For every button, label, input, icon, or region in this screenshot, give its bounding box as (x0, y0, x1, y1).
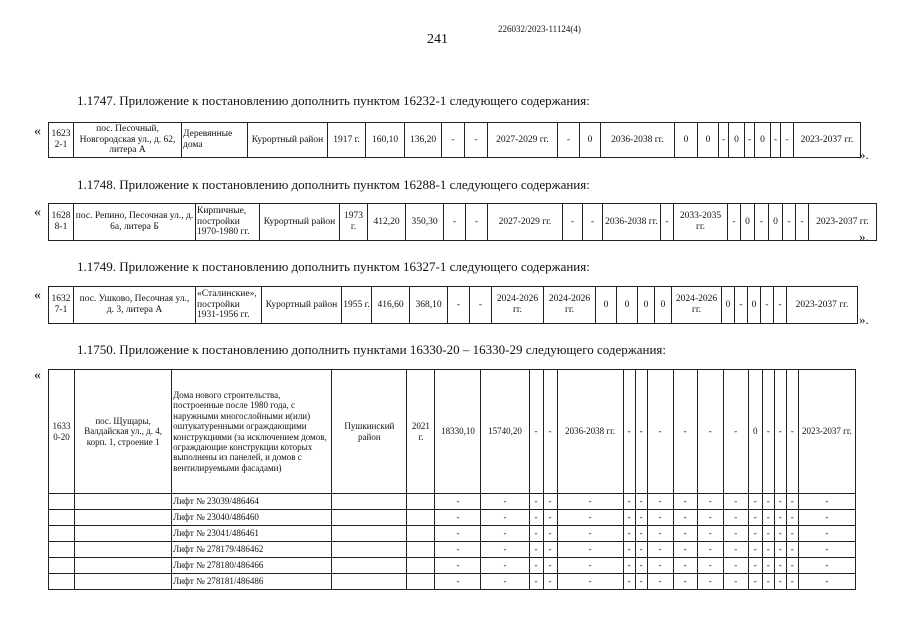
dash-cell: - (673, 526, 697, 542)
lift-label: Лифт № 23041/486461 (172, 526, 332, 542)
dash-cell: - (623, 510, 635, 526)
close-quote: ». (859, 147, 869, 162)
dash-cell: - (435, 558, 481, 574)
page-number: 241 (427, 32, 448, 47)
dash-cell: - (623, 526, 635, 542)
dash-cell: - (529, 574, 543, 590)
dash-cell: - (697, 574, 723, 590)
table-row: 1628 8-1 пос. Репино, Песочная ул., д. 6а, литера Б Кирпичные, постройки 1970-1980 гг. Курортный район 1973 г. 412,20 350,30 - - 2027-2029 гг. - - 2036-2038 гг. - 2033-2035 гг. - 0 - 0 - - 2023-2037 гг. (49, 204, 877, 241)
dash-cell: - (673, 574, 697, 590)
dash-cell: - (762, 542, 774, 558)
dash-cell: - (786, 542, 798, 558)
dash-cell: - (635, 558, 647, 574)
table-16327-1 (48, 286, 858, 324)
dash-cell: - (673, 494, 697, 510)
document-number: 226032/2023-11124(4) (498, 24, 581, 34)
dash-cell: - (557, 574, 623, 590)
dash-cell: - (529, 526, 543, 542)
dash-cell: - (647, 510, 673, 526)
dash-cell: - (529, 558, 543, 574)
dash-cell: - (798, 574, 855, 590)
cell-address: пос. Песочный, Новгородская ул., д. 62, литера А (74, 123, 182, 158)
dash-cell: - (435, 526, 481, 542)
dash-cell: - (723, 574, 748, 590)
dash-cell: - (723, 526, 748, 542)
dash-cell: - (647, 494, 673, 510)
dash-cell: - (635, 574, 647, 590)
dash-cell: - (623, 494, 635, 510)
lift-label: Лифт № 278179/486462 (172, 542, 332, 558)
cell-type: Деревянные дома (182, 123, 248, 158)
dash-cell: - (762, 510, 774, 526)
dash-cell: - (748, 510, 762, 526)
dash-cell: - (774, 494, 786, 510)
dash-cell: - (786, 526, 798, 542)
open-quote: « (34, 205, 41, 220)
lift-label: Лифт № 278180/486466 (172, 558, 332, 574)
dash-cell: - (635, 510, 647, 526)
table-row: 1623 2-1 пос. Песочный, Новгородская ул., д. 62, литера А Деревянные дома Курортный район 1917 г. 160,10 136,20 - - 2027-2029 гг. - 0 2036-2038 гг. 0 0 - 0 - 0 - - 2023-2037 гг. (49, 123, 861, 158)
dash-cell: - (623, 574, 635, 590)
dash-cell: - (697, 510, 723, 526)
table-row (49, 494, 856, 510)
dash-cell: - (762, 558, 774, 574)
cell-type: Дома нового строительства, построенные после 1980 года, с наружными многослойными и(или) оштукатуренными ограждающими конструкциями (за исключением домов, ограждающие конструкции которых выполнены из панелей, и домов с вентилируемыми фасадами) (172, 370, 332, 494)
paragraph-1747: 1.1747. Приложение к постановлению дополнить пунктом 16232-1 следующего содержания: (77, 93, 590, 108)
dash-cell: - (481, 494, 529, 510)
cell-number: 1628 8-1 (49, 204, 74, 241)
cell-number: 1633 0-20 (49, 370, 75, 494)
lift-label: Лифт № 23040/486460 (172, 510, 332, 526)
dash-cell: - (748, 558, 762, 574)
dash-cell: - (481, 510, 529, 526)
dash-cell: - (647, 542, 673, 558)
dash-cell: - (774, 510, 786, 526)
table-16288-1 (48, 203, 877, 241)
cell-type: Кирпичные, постройки 1970-1980 гг. (196, 204, 260, 241)
dash-cell: - (481, 526, 529, 542)
cell-number: 1632 7-1 (49, 287, 74, 324)
table-row: 1633 0-20 пос. Щущары, Валдайская ул., д. 4, корп. 1, строение 1 Дома нового строительства, построенные после 1980 года, с наружными многослойными и(или) оштукатуренными ограждающими конструкциями (за исключением домов, ограждающие конструкции которых выполнены из панелей, и домов с вентилируемыми фасадами) Пушкинский район 2021 г. 18330,10 15740,20 - - 2036-2038 гг. - - - - - - 0 - - - 2023-2037 гг. (49, 370, 856, 494)
dash-cell: - (435, 494, 481, 510)
dash-cell: - (798, 558, 855, 574)
open-quote: « (34, 368, 41, 383)
dash-cell: - (697, 542, 723, 558)
dash-cell: - (543, 558, 557, 574)
dash-cell: - (786, 558, 798, 574)
dash-cell: - (774, 574, 786, 590)
table-row (49, 574, 856, 590)
dash-cell: - (748, 494, 762, 510)
dash-cell: - (435, 574, 481, 590)
dash-cell: - (697, 558, 723, 574)
dash-cell: - (543, 526, 557, 542)
dash-cell: - (557, 494, 623, 510)
dash-cell: - (798, 542, 855, 558)
table-row (49, 542, 856, 558)
paragraph-1750: 1.1750. Приложение к постановлению дополнить пунктами 16330-20 – 16330-29 следующего содержания: (77, 342, 666, 357)
dash-cell: - (623, 542, 635, 558)
dash-cell: - (623, 558, 635, 574)
table-16330 (48, 369, 856, 590)
paragraph-1749: 1.1749. Приложение к постановлению дополнить пунктом 16327-1 следующего содержания: (77, 259, 590, 274)
dash-cell: - (774, 526, 786, 542)
dash-cell: - (435, 542, 481, 558)
dash-cell: - (697, 526, 723, 542)
dash-cell: - (673, 542, 697, 558)
dash-cell: - (635, 494, 647, 510)
dash-cell: - (647, 558, 673, 574)
dash-cell: - (748, 526, 762, 542)
dash-cell: - (697, 494, 723, 510)
dash-cell: - (557, 526, 623, 542)
cell-number: 1623 2-1 (49, 123, 74, 158)
dash-cell: - (635, 542, 647, 558)
dash-cell: - (529, 510, 543, 526)
dash-cell: - (673, 510, 697, 526)
table-row (49, 558, 856, 574)
dash-cell: - (786, 574, 798, 590)
dash-cell: - (748, 542, 762, 558)
dash-cell: - (543, 494, 557, 510)
dash-cell: - (647, 526, 673, 542)
open-quote: « (34, 124, 41, 139)
dash-cell: - (647, 574, 673, 590)
dash-cell: - (481, 542, 529, 558)
dash-cell: - (723, 542, 748, 558)
dash-cell: - (481, 558, 529, 574)
cell-type: «Сталинские», постройки 1931-1956 гг. (196, 287, 262, 324)
lift-rows (49, 494, 856, 590)
dash-cell: - (723, 494, 748, 510)
table-row: 1632 7-1 пос. Ушково, Песочная ул., д. 3, литера А «Сталинские», постройки 1931-1956 гг. Курортный район 1955 г. 416,60 368,10 - - 2024-2026 гг. 2024-2026 гг. 0 0 0 0 2024-2026 гг. 0 - 0 - - 2023-2037 гг. (49, 287, 858, 324)
cell-district: Курортный район (248, 123, 328, 158)
dash-cell: - (529, 494, 543, 510)
cell-district: Пушкинский район (332, 370, 407, 494)
dash-cell: - (529, 542, 543, 558)
dash-cell: - (557, 542, 623, 558)
paragraph-1748: 1.1748. Приложение к постановлению дополнить пунктом 16288-1 следующего содержания: (77, 177, 590, 192)
dash-cell: - (723, 510, 748, 526)
dash-cell: - (543, 510, 557, 526)
cell-address: пос. Щущары, Валдайская ул., д. 4, корп. 1, строение 1 (75, 370, 172, 494)
dash-cell: - (786, 510, 798, 526)
table-16232-1 (48, 122, 861, 158)
dash-cell: - (786, 494, 798, 510)
dash-cell: - (673, 558, 697, 574)
dash-cell: - (762, 526, 774, 542)
dash-cell: - (774, 542, 786, 558)
table-row (49, 510, 856, 526)
dash-cell: - (543, 574, 557, 590)
dash-cell: - (748, 574, 762, 590)
dash-cell: - (481, 574, 529, 590)
dash-cell: - (762, 574, 774, 590)
cell-district: Курортный район (262, 287, 342, 324)
dash-cell: - (798, 526, 855, 542)
cell-address: пос. Репино, Песочная ул., д. 6а, литера Б (74, 204, 196, 241)
dash-cell: - (543, 542, 557, 558)
cell-district: Курортный район (260, 204, 340, 241)
dash-cell: - (798, 494, 855, 510)
close-quote: ». (859, 229, 869, 244)
dash-cell: - (635, 526, 647, 542)
dash-cell: - (557, 558, 623, 574)
dash-cell: - (774, 558, 786, 574)
dash-cell: - (557, 510, 623, 526)
cell-address: пос. Ушково, Песочная ул., д. 3, литера А (74, 287, 196, 324)
close-quote: ». (859, 312, 869, 327)
open-quote: « (34, 288, 41, 303)
dash-cell: - (435, 510, 481, 526)
table-row (49, 526, 856, 542)
dash-cell: - (762, 494, 774, 510)
lift-label: Лифт № 23039/486464 (172, 494, 332, 510)
lift-label: Лифт № 278181/486486 (172, 574, 332, 590)
dash-cell: - (723, 558, 748, 574)
dash-cell: - (798, 510, 855, 526)
